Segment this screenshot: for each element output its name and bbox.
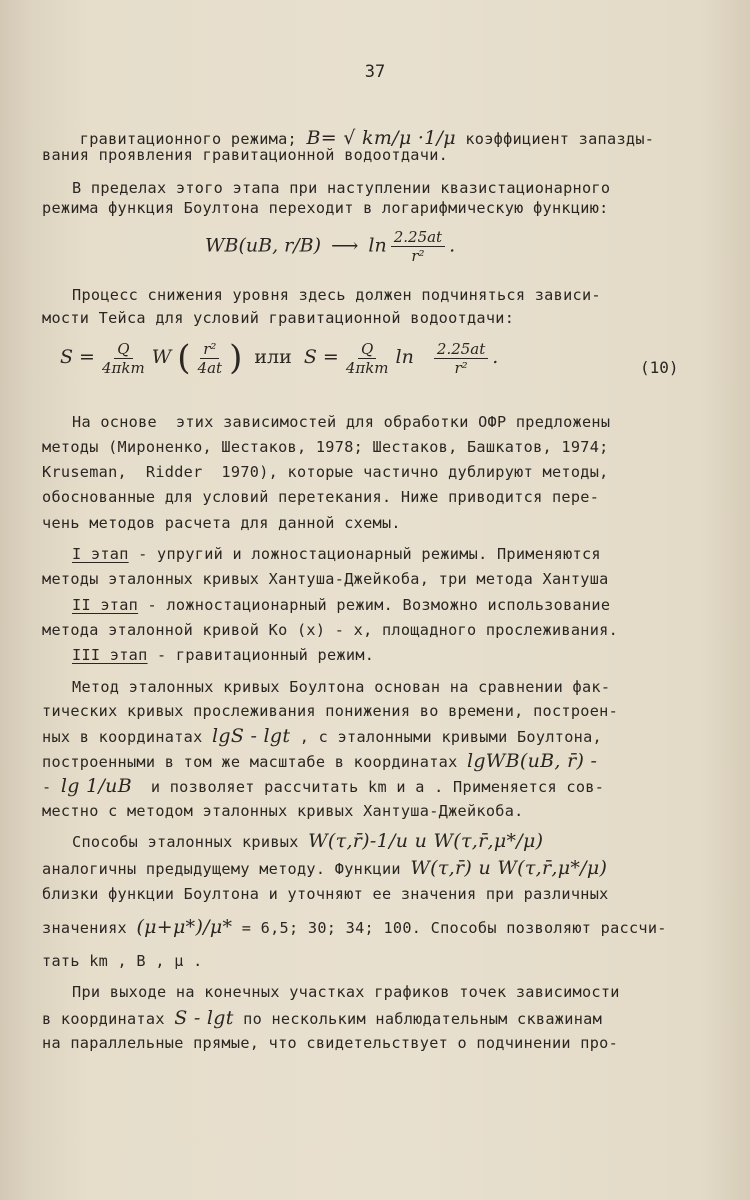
text-line [42, 776, 604, 797]
fraction-numerator: r² [200, 340, 219, 359]
line-text: построенными в том же масштабе в координатах [42, 753, 467, 771]
formula-boulton-log [205, 228, 455, 265]
text-line: на параллельные прямые, что свидетельствует о подчинении про- [42, 1034, 619, 1052]
text-line: тических кривых прослеживания понижения во времени, построен- [42, 702, 619, 720]
formula-s: S = [303, 346, 339, 368]
text-line: тать km , B , μ . [42, 952, 203, 970]
line-text: по нескольким наблюдательным скважинам [233, 1010, 603, 1028]
formula-theis [60, 338, 498, 378]
text-line: вания проявления гравитационной водоотдачи. [42, 146, 449, 164]
formula-fraction [434, 340, 488, 377]
fraction-denominator: 4πkm [345, 358, 389, 377]
text-line [42, 858, 607, 879]
fraction-denominator: 4at [197, 358, 223, 377]
text-line [42, 726, 602, 747]
text-line: чень методов расчета для данной схемы. [42, 514, 401, 532]
paren-open: ( [177, 338, 191, 378]
paren-close: ) [229, 338, 243, 378]
line-text: ных в координатах [42, 728, 212, 746]
formula-end: . [492, 346, 499, 368]
stage-label: II этап [72, 596, 139, 614]
line-text: Способы эталонных кривых [72, 833, 309, 851]
arrow-icon: ⟶ [331, 234, 359, 257]
formula-fraction [99, 340, 148, 377]
text-line: Процесс снижения уровня здесь должен подчиняться зависи- [72, 286, 601, 304]
line-text: - ложностационарный режим. Возможно использование [138, 596, 611, 614]
line-text: , с эталонными кривыми Боултона, [290, 728, 602, 746]
inline-formula: lg 1/uB [60, 775, 132, 797]
text-line: метода эталонной кривой Ko (x) - x, площадного прослеживания. [42, 621, 619, 639]
inline-formula: lgWB(uB, r̄) - [466, 750, 598, 772]
text-line: В пределах этого этапа при наступлении квазистационарного [72, 179, 611, 197]
inline-formula: W(τ,r̄) и W(τ,r̄,μ*/μ) [410, 857, 608, 879]
line-text: в координатах [42, 1010, 175, 1028]
stage-label: III этап [72, 646, 148, 664]
text-line: Kruseman, Ridder 1970), которые частично дублируют методы, [42, 463, 609, 481]
inline-formula: W(τ,r̄)-1/u и W(τ,r̄,μ*/μ) [308, 830, 544, 852]
text-line [72, 544, 601, 564]
text-line: При выходе на конечных участках графиков точек зависимости [72, 983, 620, 1001]
fraction-denominator: r² [454, 358, 468, 377]
formula-lhs: WB(uB, r/B) [205, 234, 322, 257]
fraction-denominator: r² [411, 247, 425, 265]
text-line: режима функция Боултона переходит в логарифмическую функцию: [42, 199, 609, 217]
formula-s: S = [60, 346, 95, 368]
text-line: местно с методом эталонных кривых Хантуша-Джейкоба. [42, 802, 524, 820]
line-text: коэффициент запазды- [455, 130, 655, 148]
equation-number: (10) [640, 358, 679, 377]
text-line: мости Тейса для условий гравитационной водоотдачи: [42, 309, 515, 327]
text-line: методы (Мироненко, Шестаков, 1978; Шестаков, Башкатов, 1974; [42, 438, 609, 456]
text-line [42, 751, 597, 772]
text-line: На основе этих зависимостей для обработки ОФР предложены [72, 413, 611, 431]
line-text: и позволяет рассчитать km и a . Применяется сов- [131, 778, 605, 796]
fraction-numerator: Q [114, 340, 132, 359]
fraction-numerator: 2.25at [434, 340, 488, 359]
fraction-denominator: 4πkm [101, 358, 145, 377]
text-line [72, 645, 374, 665]
inline-formula: S - lgt [174, 1007, 234, 1029]
line-text: - [42, 778, 61, 796]
text-line: близки функции Боултона и уточняют ее значения при различных [42, 885, 609, 903]
line-text: = 6,5; 30; 34; 100. Способы позволяют рассчи- [232, 919, 667, 937]
text-line [42, 917, 667, 938]
line-text: значениях [42, 919, 137, 937]
text-line: методы эталонных кривых Хантуша-Джейкоба, три метода Хантуша [42, 570, 609, 588]
text-line [72, 595, 610, 615]
inline-formula: lgS - lgt [212, 725, 291, 747]
line-text: - упругий и ложностационарный режимы. Применяются [128, 545, 601, 563]
fraction-numerator: 2.25at [391, 228, 445, 247]
line-text: гравитационного режима; [79, 130, 307, 148]
text-line: Метод эталонных кривых Боултона основан на сравнении фак- [72, 678, 611, 696]
fraction-numerator: Q [358, 340, 376, 359]
inline-formula: B= √ km/μ ·1/μ [306, 127, 456, 149]
formula-ln: ln [368, 234, 387, 257]
formula-fraction [391, 228, 445, 265]
page-number: 37 [364, 62, 386, 82]
text-line: обоснованные для условий перетекания. Ниже приводится пере- [42, 488, 600, 506]
text-line [72, 831, 543, 852]
formula-w: W [151, 346, 172, 368]
line-text: аналогичны предыдущему методу. Функции [42, 860, 411, 878]
formula-fraction [343, 340, 392, 377]
formula-fraction [195, 340, 226, 377]
inline-formula: (μ+μ*)/μ* [136, 916, 233, 938]
formula-or: или [254, 346, 292, 368]
formula-end: . [449, 234, 456, 257]
text-line [42, 1008, 602, 1029]
line-text: - гравитационный режим. [147, 646, 375, 664]
formula-ln: ln [395, 346, 414, 368]
stage-label: I этап [72, 545, 129, 563]
